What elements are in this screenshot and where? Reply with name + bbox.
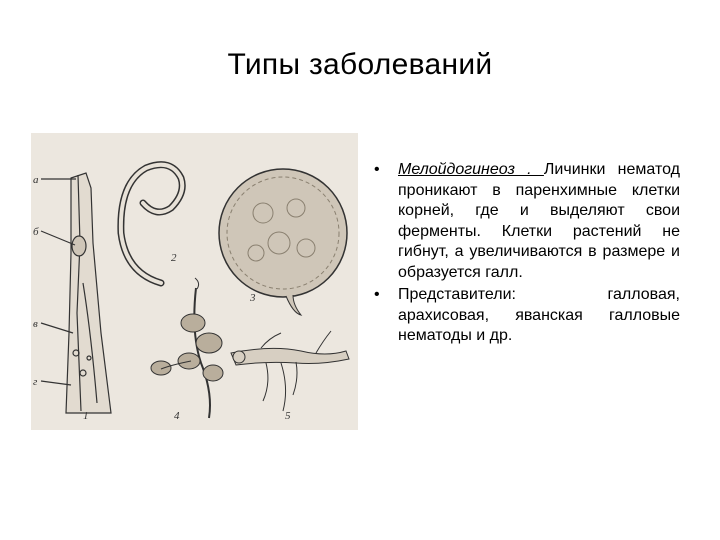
bullet-text: Личинки нематод проникают в паренхимные клетки корней, где и выделяют свои ферменты. Клетки растений не гибнут, а увеличиваются в размере и образуется галл. [398, 161, 680, 281]
galled-root-drawing [151, 278, 223, 418]
disease-term: Мелойдогинеоз . [398, 161, 544, 178]
fig-number-5: 5 [285, 410, 291, 422]
root-with-galls-drawing [231, 331, 349, 411]
bullet-marker: • [374, 161, 380, 178]
bullet-marker: • [374, 286, 380, 303]
bullet-list [368, 160, 680, 349]
fig-number-4: 4 [174, 410, 180, 422]
nematode-illustration [31, 133, 358, 430]
bullet-text: Представители: галловая, арахисовая, яванская галловые нематоды и др. [398, 286, 680, 344]
fig-number-2: 2 [171, 252, 177, 264]
female-nematode-drawing [219, 169, 347, 315]
bullet-representatives [368, 285, 680, 347]
fig-label-a: а [33, 174, 39, 186]
slide-title: Типы заболеваний [227, 48, 493, 81]
fig-label-v: в [33, 318, 38, 330]
fig-number-3: 3 [250, 292, 256, 304]
bullet-meloidogynosis [368, 160, 680, 283]
nematode-head-drawing [41, 173, 111, 413]
fig-number-1: 1 [83, 410, 89, 422]
fig-label-g: г [33, 376, 38, 388]
fig-label-b: б [33, 226, 39, 238]
